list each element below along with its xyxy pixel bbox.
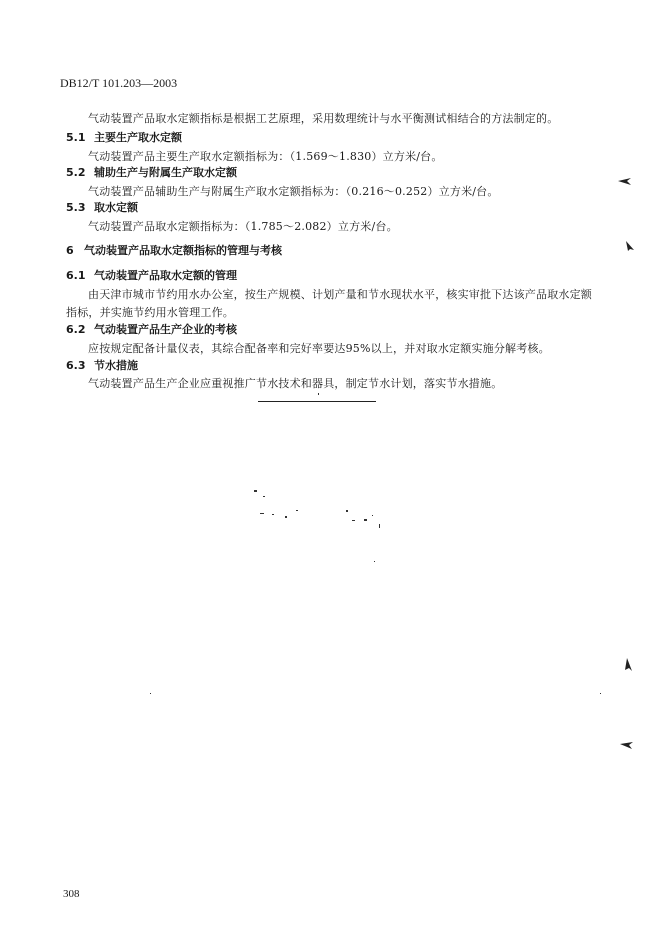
section-title: 取水定额 [94, 201, 138, 214]
section-5-1-body: 气动装置产品主要生产取水定额指标为：（1.569～1.830）立方米/台。 [88, 150, 443, 163]
section-5-2-body: 气动装置产品辅助生产与附属生产取水定额指标为：（0.216～0.252）立方米/台。 [88, 185, 499, 198]
section-number: 6.1 [66, 269, 86, 282]
section-number: 5.2 [66, 166, 86, 179]
page-number: 308 [63, 888, 80, 900]
section-title: 辅助生产与附属生产取水定额 [94, 166, 237, 179]
section-number: 5.3 [66, 201, 86, 214]
margin-arrow-mark [624, 658, 634, 672]
section-number: 5.1 [66, 131, 86, 144]
section-number: 6.3 [66, 359, 86, 372]
section-5-3-body: 气动装置产品取水定额指标为：（1.785～2.082）立方米/台。 [88, 220, 398, 233]
margin-arrow-mark [620, 740, 634, 750]
section-title: 气动装置产品取水定额的管理 [94, 269, 237, 282]
end-of-document-rule [258, 401, 376, 402]
section-number: 6 [66, 244, 74, 257]
margin-arrow-mark [625, 240, 635, 252]
document-code: DB12/T 101.203—2003 [60, 76, 178, 90]
section-6-heading [66, 242, 282, 258]
section-6-1-body-line2: 指标，并实施节约用水管理工作。 [66, 306, 234, 319]
margin-arrow-mark [618, 176, 632, 186]
section-6-2-heading [66, 321, 237, 337]
section-6-3-heading [66, 357, 138, 373]
section-5-3-heading [66, 199, 138, 215]
section-6-2-body: 应按规定配备计量仪表，其综合配备率和完好率要达95%以上，并对取水定额实施分解考核。 [88, 342, 550, 355]
section-6-1-heading [66, 267, 237, 283]
section-5-2-heading [66, 164, 237, 180]
section-6-1-body-line1: 由天津市城市节约用水办公室，按生产规模、计划产量和节水现状水平，核实审批下达该产品取水定额 [88, 288, 592, 301]
section-5-1-heading [66, 129, 182, 145]
section-number: 6.2 [66, 323, 86, 336]
section-title: 节水措施 [94, 359, 138, 372]
section-title: 气动装置产品生产企业的考核 [94, 323, 237, 336]
intro-paragraph: 气动装置产品取水定额指标是根据工艺原理，采用数理统计与水平衡测试相结合的方法制定的。 [88, 112, 559, 125]
section-title: 气动装置产品取水定额指标的管理与考核 [84, 244, 282, 257]
section-title: 主要生产取水定额 [94, 131, 182, 144]
section-6-3-body: 气动装置产品生产企业应重视推广节水技术和器具，制定节水计划，落实节水措施。 [88, 377, 503, 390]
